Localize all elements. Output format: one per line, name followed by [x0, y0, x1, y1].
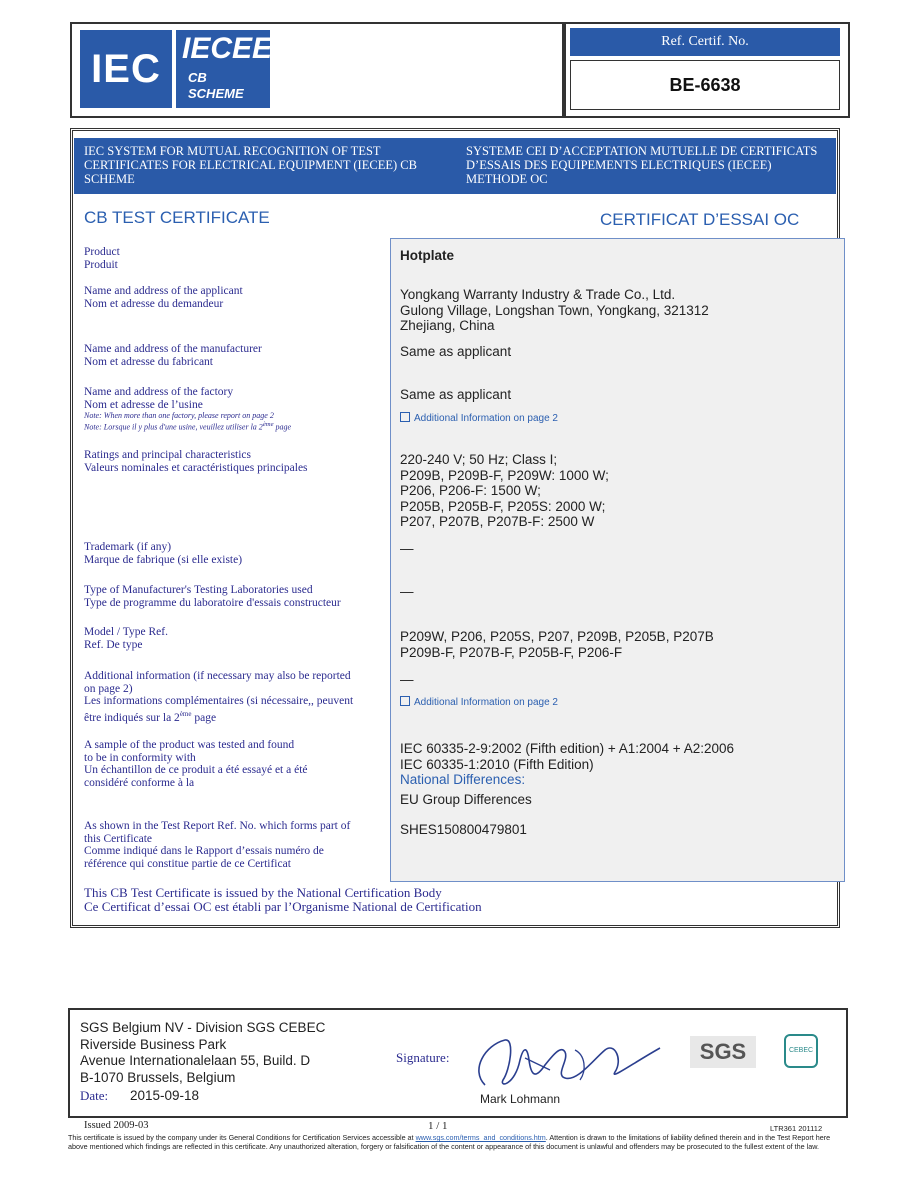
iec-logo-text: IEC [91, 46, 161, 91]
ratings-line: P205B, P205B-F, P205S: 2000 W; [400, 498, 606, 514]
ratings-line: P209B, P209B-F, P209W: 1000 W; [400, 467, 609, 483]
additional-info-page2 [400, 696, 558, 708]
issued-by-statement [84, 886, 482, 914]
report-label [84, 820, 384, 870]
standards-label [84, 739, 384, 789]
model-line: P209W, P206, P205S, P207, P209B, P205B, P207B [400, 629, 714, 644]
signatory-name: Mark Lohmann [480, 1092, 561, 1106]
page-number: 1 / 1 [428, 1120, 448, 1132]
ref-certif-number: BE-6638 [570, 60, 840, 110]
date-label: Date: [80, 1088, 109, 1103]
factory-note-fr [84, 420, 384, 432]
ref-certif-label: Ref. Certif. No. [570, 28, 840, 56]
factory-label-fr: Nom et adresse de l’usine [84, 398, 203, 411]
ratings-label-fr: Valeurs nominales et caractéristiques principales [84, 461, 308, 474]
iec-logo [80, 30, 172, 108]
iecee-cb-scheme-logo [176, 30, 273, 108]
standards-label-en: to be in conformity with [84, 751, 196, 764]
manufacturer-value: Same as applicant [400, 344, 512, 359]
report-value: SHES150800479801 [400, 822, 527, 837]
issued-by-en: This CB Test Certificate is issued by the National Certification Body [84, 885, 442, 900]
date-value: 2015-09-18 [130, 1088, 200, 1103]
ratings-value [400, 452, 840, 530]
manufacturer-label [84, 343, 384, 368]
factory-note-fr-text: Note: Lorsque il y plus d'une usine, veuillez utiliser la 2 [84, 422, 263, 432]
model-value [400, 629, 840, 660]
standards-value [400, 741, 840, 807]
factory-note-fr-sup: ème [262, 421, 274, 428]
additional-info-label [84, 670, 389, 724]
address-line: Avenue Internationalelaan 55, Build. D [80, 1053, 311, 1068]
lab-type-label-fr: Type de programme du laboratoire d'essais constructeur [84, 596, 341, 609]
standards-label-en: A sample of the product was tested and found [84, 739, 295, 751]
factory-note-en: Note: When more than one factory, please report on page 2 [84, 411, 274, 420]
additional-info-fr-sup: ème [179, 709, 192, 718]
cebec-logo: CEBEC [784, 1034, 818, 1068]
title-fr: CERTIFICAT D’ESSAI OC [600, 210, 800, 229]
handwritten-signature [465, 1030, 665, 1100]
checkbox-icon [400, 696, 410, 706]
fine-print [68, 1134, 848, 1151]
banner-text-en: IEC SYSTEM FOR MUTUAL RECOGNITION OF TEST CERTIFICATES FOR ELECTRICAL EQUIPMENT (IECEE) CB SCHEME [84, 144, 417, 186]
factory-additional-info [400, 412, 558, 424]
factory-value: Same as applicant [400, 387, 512, 402]
lab-type-label [84, 584, 384, 609]
iecee-logo-text: IECEE [182, 32, 273, 65]
applicant-value [400, 287, 840, 334]
national-differences-label: National Differences: [400, 772, 526, 787]
applicant-line: Gulong Village, Longshan Town, Yongkang, 321312 [400, 302, 709, 318]
model-label-fr: Ref. De type [84, 638, 143, 651]
report-label-en: As shown in the Test Report Ref. No. which forms part of [84, 820, 351, 832]
form-code: LTR361 201112 [770, 1124, 823, 1133]
certification-body-address [80, 1020, 325, 1086]
ratings-label-en: Ratings and principal characteristics [84, 449, 252, 461]
address-line: Riverside Business Park [80, 1036, 227, 1052]
standard-line: IEC 60335-1:2010 (Fifth Edition) [400, 756, 594, 772]
national-differences-value: EU Group Differences [400, 791, 532, 807]
additional-info-value: — [400, 672, 414, 687]
model-label [84, 626, 384, 651]
banner-text-fr: SYSTEME CEI D’ACCEPTATION MUTUELLE DE CERTIFICATS D’ESSAIS DES EQUIPEMENTS ELECTRIQUES (IECEE) METHODE OC [466, 144, 818, 186]
additional-info-fr-text: être indiqués sur la 2 [84, 711, 180, 724]
ratings-line: 220-240 V; 50 Hz; Class I; [400, 452, 558, 467]
terms-link[interactable]: www.sgs.com/terms_and_conditions.htm [415, 1133, 546, 1142]
fine-print-text: . Attention is drawn to the limitations of liability defined therein and in the Test Report here above mentioned which findings are reflected in this certificate. Any unauthorized alteration, forgery or falsification of the content or appearance of this document is unlawful and offenders may be prosecuted to the fullest extent of the law. [68, 1133, 831, 1151]
scheme-banner [74, 138, 836, 194]
manufacturer-label-en: Name and address of the manufacturer [84, 343, 262, 355]
additional-info-label-en: on page 2) [84, 682, 133, 695]
fine-print-text: This certificate is issued by the company under its General Conditions for Certification Services accessible at [68, 1133, 416, 1142]
ratings-label [84, 449, 384, 474]
report-label-en: this Certificate [84, 832, 153, 845]
trademark-label-fr: Marque de fabrique (si elle existe) [84, 553, 243, 566]
product-label-fr: Produit [84, 258, 118, 271]
lab-type-value: — [400, 584, 414, 599]
certificate-header [70, 22, 850, 118]
address-line: SGS Belgium NV - Division SGS CEBEC [80, 1020, 326, 1035]
checkbox-icon [400, 412, 410, 422]
product-label [84, 246, 384, 271]
applicant-line: Yongkang Warranty Industry & Trade Co., Ltd. [400, 287, 676, 302]
factory-label [84, 386, 384, 432]
trademark-label [84, 541, 384, 566]
applicant-line: Zhejiang, China [400, 318, 495, 333]
model-line: P209B-F, P207B-F, P205B-F, P206-F [400, 644, 623, 660]
additional-info-fr-end: page [191, 711, 217, 724]
trademark-label-en: Trademark (if any) [84, 541, 172, 553]
trademark-value: — [400, 541, 414, 556]
address-line: B-1070 Brussels, Belgium [80, 1069, 236, 1085]
signature-label: Signature: [396, 1050, 450, 1065]
ratings-line: P206, P206-F: 1500 W; [400, 483, 541, 498]
lab-type-label-en: Type of Manufacturer's Testing Laboratories used [84, 584, 313, 596]
product-label-en: Product [84, 246, 120, 258]
applicant-label-fr: Nom et adresse du demandeur [84, 297, 224, 310]
applicant-label [84, 285, 384, 310]
additional-info-page2-text: Additional Information on page 2 [414, 697, 558, 708]
header-divider [562, 24, 566, 116]
factory-additional-text: Additional Information on page 2 [414, 413, 558, 424]
standard-line: IEC 60335-2-9:2002 (Fifth edition) + A1:2004 + A2:2006 [400, 741, 734, 756]
additional-info-label-en: Additional information (if necessary may also be reported [84, 670, 351, 682]
additional-info-label-fr [84, 708, 389, 724]
manufacturer-label-fr: Nom et adresse du fabricant [84, 355, 214, 368]
additional-info-label-fr: Les informations complémentaires (si nécessaire,, peuvent [84, 695, 354, 707]
ratings-line: P207, P207B, P207B-F: 2500 W [400, 514, 595, 529]
report-label-fr: référence qui constitue partie de ce Certificat [84, 857, 291, 870]
applicant-label-en: Name and address of the applicant [84, 285, 243, 297]
issued-date: Issued 2009-03 [84, 1120, 149, 1131]
sgs-logo: SGS [690, 1036, 756, 1068]
issued-by-fr: Ce Certificat d’essai OC est établi par l’Organisme National de Certification [84, 899, 482, 914]
product-value: Hotplate [400, 248, 454, 263]
report-label-fr: Comme indiqué dans le Rapport d’essais numéro de [84, 845, 324, 857]
model-label-en: Model / Type Ref. [84, 626, 168, 638]
factory-note-fr-end: page [273, 422, 292, 432]
standards-label-fr: Un échantillon de ce produit a été essayé et a été [84, 764, 308, 776]
cb-logo-text: CB [188, 70, 207, 85]
factory-label-en: Name and address of the factory [84, 386, 234, 398]
title-en: CB TEST CERTIFICATE [84, 208, 270, 227]
scheme-logo-text: SCHEME [188, 86, 244, 101]
standards-label-fr: considéré conforme à la [84, 776, 195, 789]
